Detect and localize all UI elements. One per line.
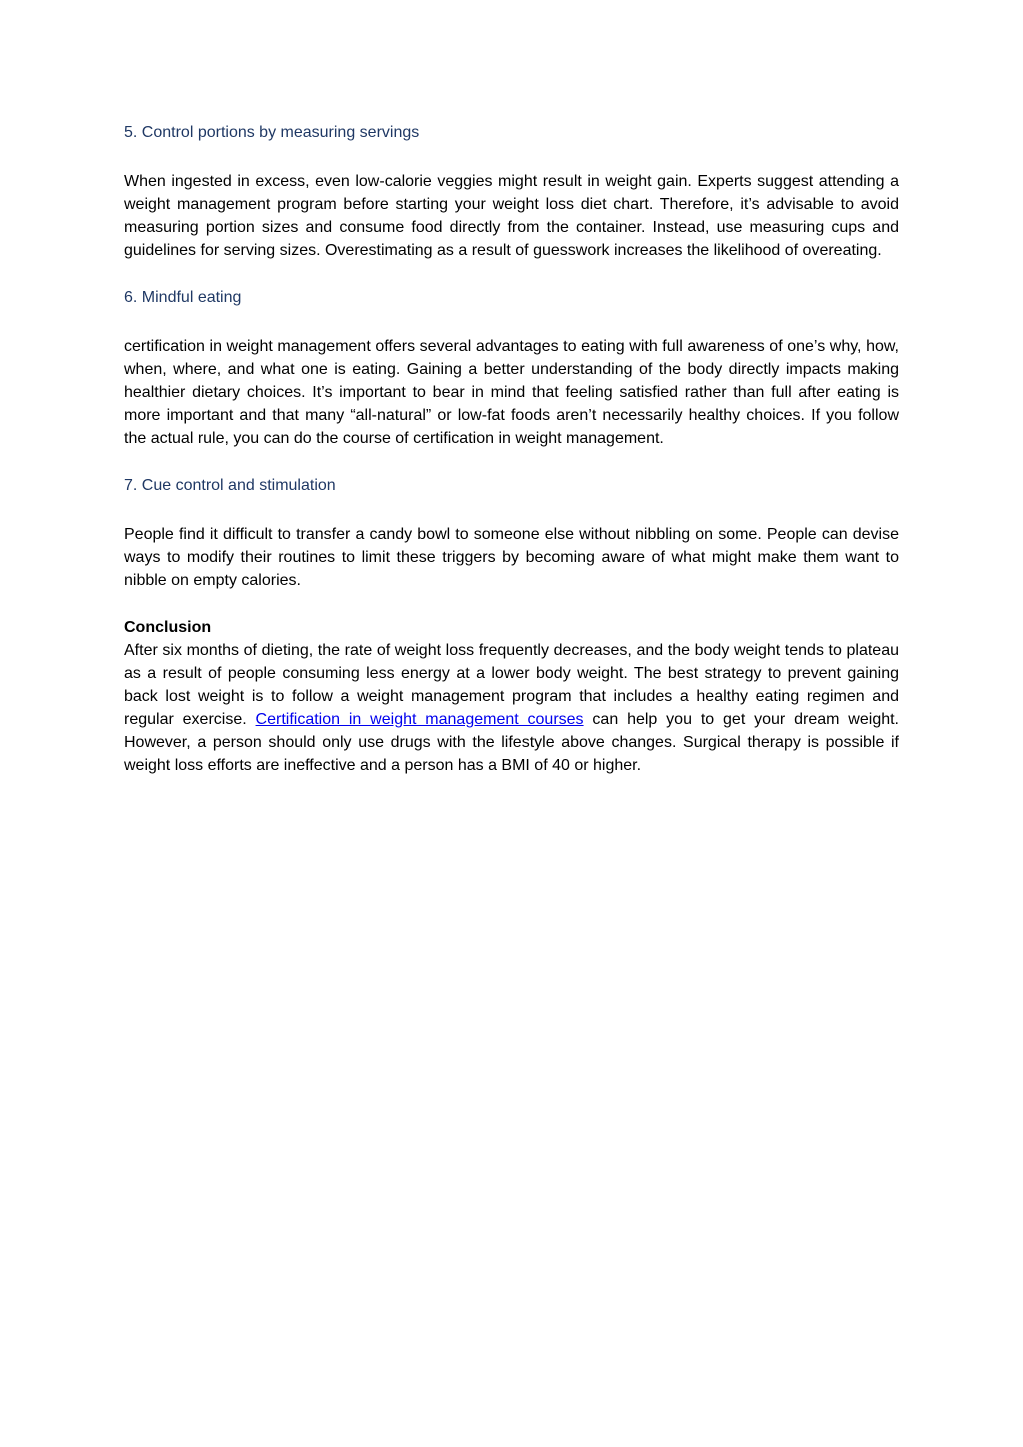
conclusion-text-before-link: After six months of dieting, the rate of weight loss frequently decreases, and the body weight tends to plateau as a result of people consuming less energy at a lower body weight. The best strategy to prevent gaining back lost weight is to follow a weight management program that includes a healthy eating regimen and regular exercise. <box>124 642 899 728</box>
conclusion-heading: Conclusion <box>124 619 212 636</box>
conclusion-text-after-link: can help you to get your dream weight. However, a person should only use drugs with the lifestyle above changes. Surgical therapy is possible if weight loss efforts are ineffective and a person has a BMI of 40 or higher. <box>124 711 900 774</box>
certification-courses-link[interactable]: Certification in weight management courses <box>255 711 584 728</box>
section-5-paragraph: When ingested in excess, even low-calorie veggies might result in weight gain. Experts suggest attending a weight management program before starting your weight loss diet chart. Therefore, it’s advisable to avoid measuring portion sizes and consume food directly from the container. Instead, use measuring cups and guidelines for serving sizes. Overestimating as a result of guesswork increases the likelihood of overeating. <box>124 173 899 259</box>
section-5-heading: 5. Control portions by measuring servings <box>124 124 420 141</box>
section-6-paragraph: certification in weight management offers several advantages to eating with full awareness of one’s why, how, when, where, and what one is eating. Gaining a better understanding of the body directly impacts making healthier dietary choices. It’s important to bear in mind that feeling satisfied rather than full after eating is more important and that many “all-natural” or low-fat foods aren’t necessarily healthy choices. If you follow the actual rule, you can do the course of certification in weight management. <box>124 338 899 447</box>
section-7-heading: 7. Cue control and stimulation <box>124 477 336 494</box>
section-6-heading: 6. Mindful eating <box>124 289 242 306</box>
document-page <box>124 121 899 801</box>
section-7-paragraph: People find it difficult to transfer a candy bowl to someone else without nibbling on some. People can devise ways to modify their routines to limit these triggers by becoming aware of what might make them want to nibble on empty calories. <box>124 526 899 589</box>
conclusion-paragraph <box>124 639 899 777</box>
